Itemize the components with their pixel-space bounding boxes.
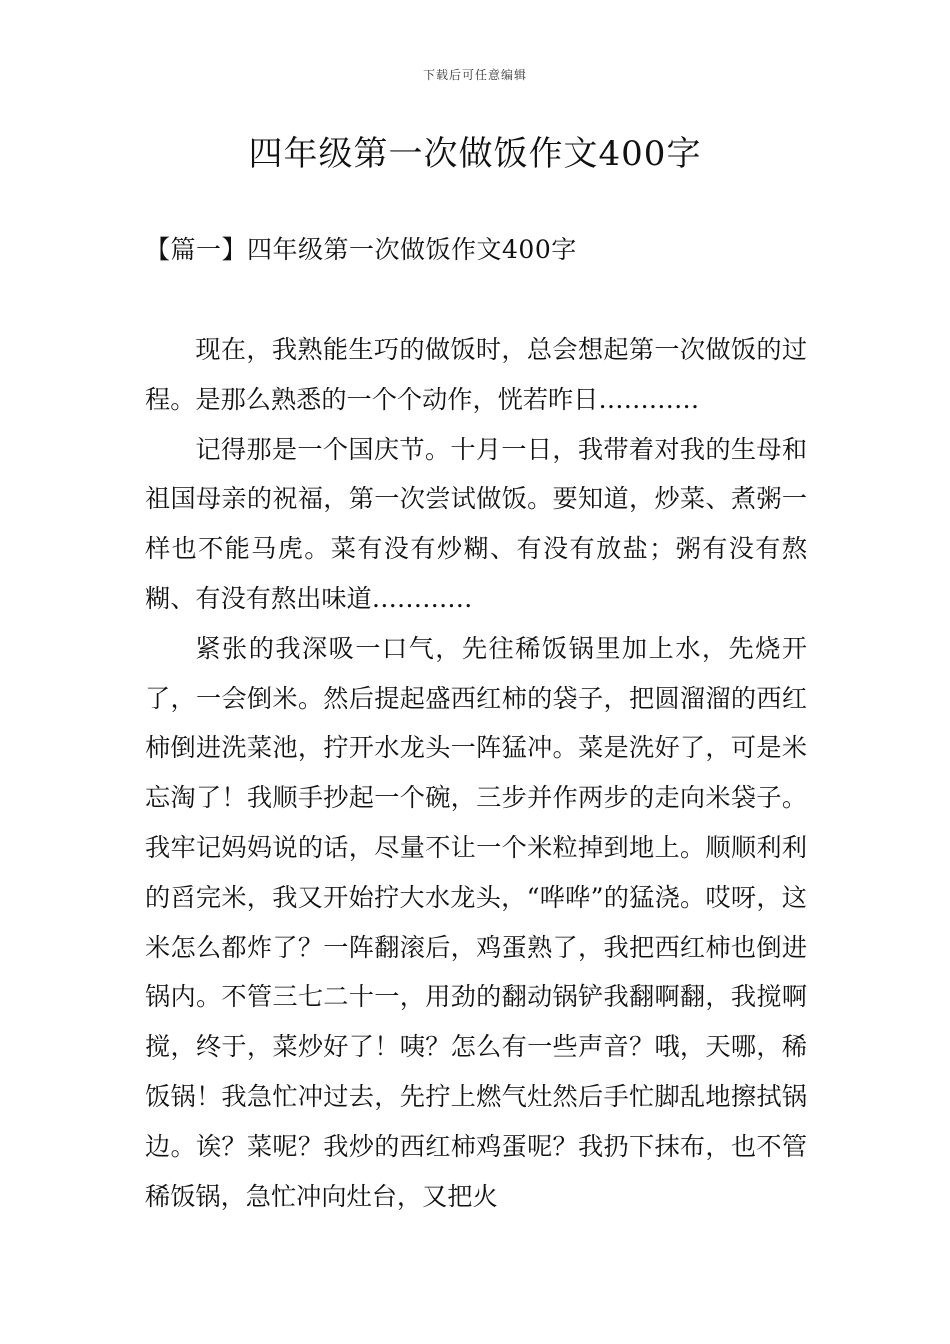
- paragraph-2: 记得那是一个国庆节。十月一日，我带着对我的生母和祖国母亲的祝福，第一次尝试做饭。要知道，炒菜、煮粥一样也不能马虎。菜有没有炒糊、有没有放盐；粥有没有熬糊、有没有熬出味道…………: [145, 434, 807, 613]
- paragraph-3: 紧张的我深吸一口气，先往稀饭锅里加上水，先烧开了，一会倒米。然后提起盛西红柿的袋子，把圆溜溜的西红柿倒进洗菜池，拧开水龙头一阵猛冲。菜是洗好了，可是米忘淘了！我顺手抄起一个碗，三步并作两步的走向米袋子。我牢记妈妈说的话，尽量不让一个米粒掉到地上。顺顺利利的舀完米，我又开始拧大水龙头，“哗哗”的猛浇。哎呀，这米怎么都炸了？一阵翻滚后，鸡蛋熟了，我把西红柿也倒进锅内。不管三七二十一，用劲的翻动锅铲我翻啊翻，我搅啊搅，终于，菜炒好了！咦？怎么有一些声音？哦，天哪，稀饭锅！我急忙冲过去，先拧上燃气灶然后手忙脚乱地擦拭锅边。诶？菜呢？我炒的西红柿鸡蛋呢？我扔下抹布，也不管稀饭锅，急忙冲向灶台，又把火: [145, 633, 807, 1211]
- essay-body: [145, 325, 807, 1221]
- section-heading: 【篇一】四年级第一次做饭作文400字: [145, 235, 577, 264]
- header-note: 下载后可任意编辑: [422, 68, 527, 82]
- paragraph-1: 现在，我熟能生巧的做饭时，总会想起第一次做饭的过程。是那么熟悉的一个个动作，恍若昨日…………: [145, 335, 807, 414]
- document-title: 四年级第一次做饭作文400字: [248, 134, 702, 174]
